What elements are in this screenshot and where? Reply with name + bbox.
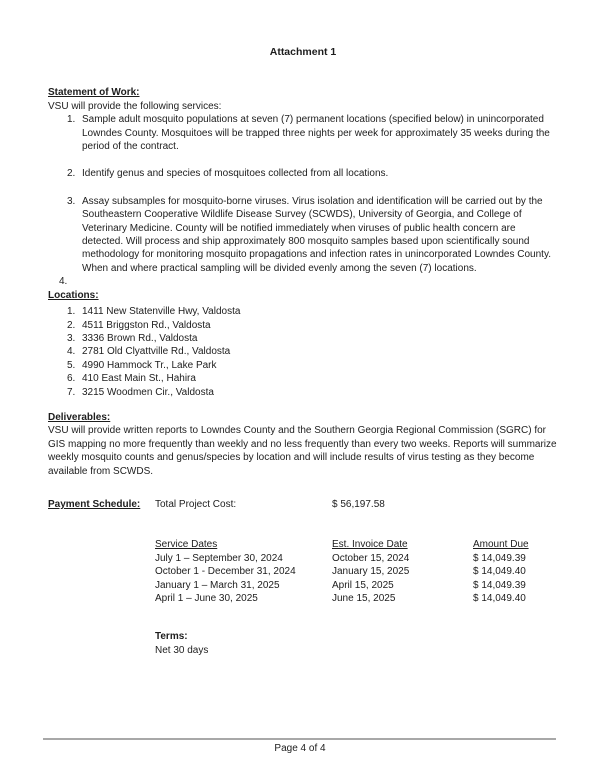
table-cell-service-dates: April 1 – June 30, 2025 [155,593,258,604]
deliverables-section [48,411,558,478]
list-item [48,305,558,318]
list-item-text: Identify genus and species of mosquitoes collected from all locations. [82,168,389,180]
table-cell-service-dates: July 1 – September 30, 2024 [155,552,283,564]
list-item-text: 410 East Main St., Hahira [82,373,196,385]
list-item-text: 4990 Hammock Tr., Lake Park [82,359,217,371]
list-item [48,195,558,275]
terms-heading: Terms: [155,631,188,643]
document-content [48,46,558,657]
list-item-number: 2. [67,168,76,180]
list-item-number: 4. [67,346,76,358]
list-item-number: 1. [67,114,76,126]
table-cell-service-dates: January 1 – March 31, 2025 [155,579,280,591]
page-title: Attachment 1 [269,46,337,58]
list-item [48,386,558,399]
list-item-text [82,275,558,288]
list-item-number: 2. [67,319,76,331]
list-item [48,113,558,153]
list-item-text: 2781 Old Clyattville Rd., Valdosta [82,346,231,358]
table-cell-amount-due: $ 14,049.39 [473,579,526,591]
list-item-number: 3. [67,195,76,207]
statement-of-work-intro: VSU will provide the following services: [48,100,222,112]
list-item [48,319,558,332]
table-cell-amount-due: $ 14,049.40 [473,566,526,578]
locations-list [48,305,558,399]
list-item [48,345,558,358]
list-item-text: 3336 Brown Rd., Valdosta [82,332,198,344]
column-header-invoice-date: Est. Invoice Date [332,539,408,551]
list-item [48,359,558,372]
table-cell-amount-due: $ 14,049.39 [473,552,526,564]
table-cell-invoice-date: October 15, 2024 [332,552,410,564]
list-item-number: 3. [67,332,76,344]
payment-schedule-table [155,538,558,605]
payment-schedule-row [48,498,558,511]
list-item [48,332,558,345]
terms-value: Net 30 days [155,644,209,656]
total-project-cost-label: Total Project Cost: [155,498,237,510]
list-item-number: 4. [59,276,68,288]
list-item [48,372,558,385]
terms-section [155,630,558,657]
table-cell-invoice-date: April 15, 2025 [332,579,394,591]
list-item-number: 7. [67,386,76,398]
table-cell-amount-due: $ 14,049.40 [473,593,526,604]
list-item [48,167,558,180]
list-item-text: 1411 New Statenville Hwy, Valdosta [82,306,241,318]
table-cell-service-dates: October 1 - December 31, 2024 [155,566,296,578]
payment-schedule-heading: Payment Schedule: [48,498,141,510]
list-item-text: Sample adult mosquito populations at seven (7) permanent locations (specified below) in unincorporated Lowndes County. Mosquitoes will be trapped three nights per week for approximately 35 weeks during the period of the contract. [82,114,550,153]
locations-heading: Locations: [48,289,99,301]
table-cell-invoice-date: January 15, 2025 [332,566,410,578]
table-cell-invoice-date: June 15, 2025 [332,593,396,604]
deliverables-body: VSU will provide written reports to Lowndes County and the Southern Georgia Regional Commission (SGRC) for GIS mapping no more frequently than weekly and no less frequently than every two weeks. Reports will summarize weekly mosquito counts and genus/species by location and will include results of virus testing as they become available from SCWDS. [48,425,557,477]
list-item-number: 1. [67,306,76,318]
footer-divider [43,738,556,740]
page-number-label: Page 4 of 4 [274,743,326,754]
statement-of-work-heading: Statement of Work: [48,87,140,99]
list-item-number: 6. [67,373,76,385]
column-header-amount-due: Amount Due [473,539,529,551]
list-item-text: Assay subsamples for mosquito-borne viruses. Virus isolation and identification will be carried out by the Southeastern Cooperative Wildlife Disease Survey (SCWDS), University of Georgia, and College of Veterinary Medicine. County will be notified immediately when viruses of public health concern are detected. Will process and ship approximately 800 mosquito samples based upon scientifically sound methodology for monitoring mosquito propagations and infection rates in unincorporated Lowndes County. When and where practical sampling will be divided evenly among the seven (7) locations. [82,195,551,274]
statement-of-work-list [48,113,558,288]
total-project-cost-value: $ 56,197.58 [332,498,385,510]
list-item-text: 3215 Woodmen Cir., Valdosta [82,386,214,398]
list-item-number: 5. [67,359,76,371]
list-item [48,275,558,288]
column-header-service-dates: Service Dates [155,539,218,551]
list-item-text: 4511 Briggston Rd., Valdosta [82,319,211,331]
deliverables-heading: Deliverables: [48,411,111,423]
